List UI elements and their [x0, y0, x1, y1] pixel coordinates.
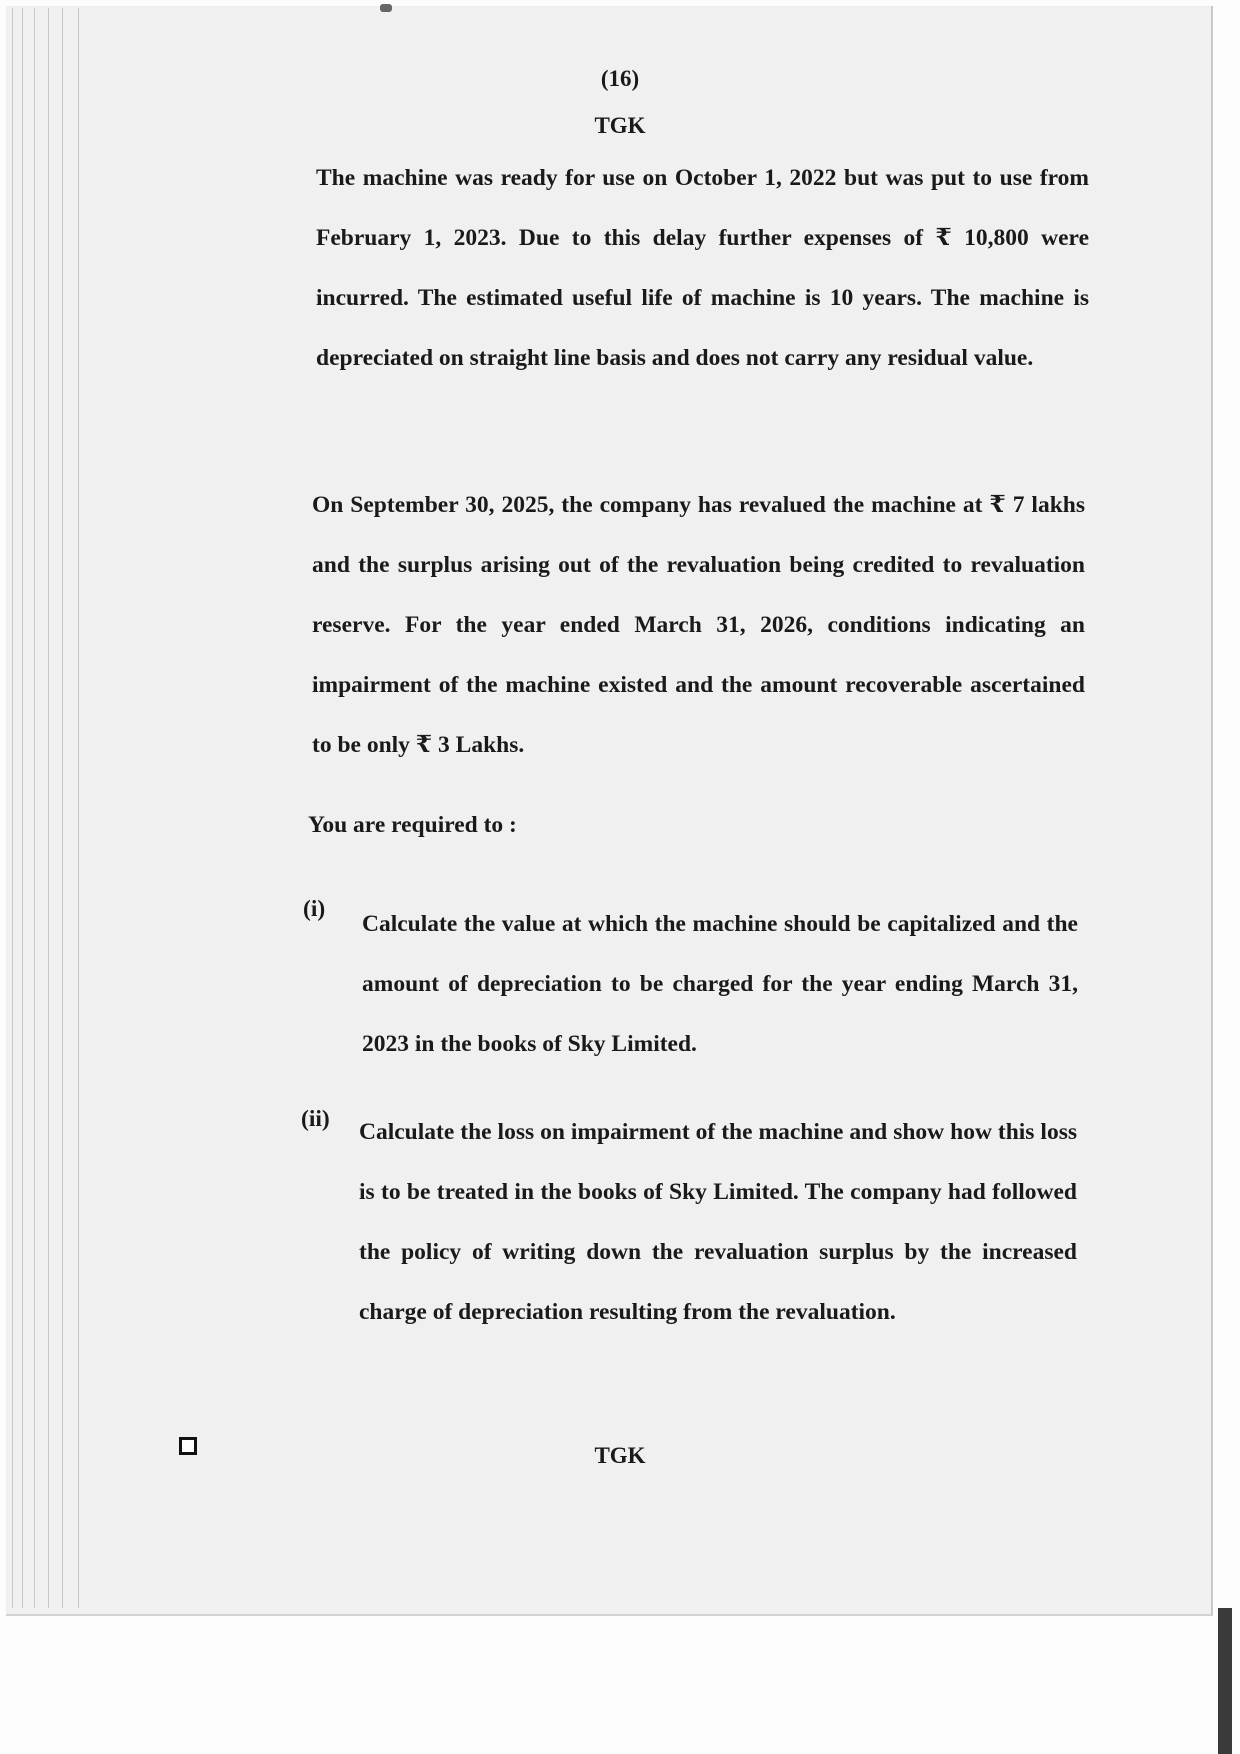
item-number: (ii) — [301, 1106, 330, 1132]
item-text: Calculate the value at which the machine should be capitalized and the amount of depreciation to be charged for the year ending March 31, 2023 in the books of Sky Limited. — [362, 911, 1078, 1057]
paper-edge — [48, 8, 49, 1608]
header-code: TGK — [594, 113, 646, 138]
requirement-prompt: You are required to : — [308, 812, 517, 838]
scan-smudge — [380, 4, 392, 12]
paper-edge — [34, 8, 35, 1608]
paper-edge — [62, 8, 63, 1608]
item-number: (i) — [303, 896, 326, 922]
footer-code: TGK — [594, 1443, 646, 1468]
scan-shadow — [1218, 1608, 1232, 1754]
paper-edge — [78, 8, 79, 1608]
paper-edge — [22, 8, 23, 1608]
paper-edge — [12, 8, 13, 1608]
item-text: Calculate the loss on impairment of the machine and show how this loss is to be treated in the books of Sky Limited. The company had followed the policy of writing down the revaluation surplus by the increased charge of depreciation resulting from the revaluation. — [359, 1119, 1077, 1325]
paragraph-revaluation: On September 30, 2025, the company has revalued the machine at ₹ 7 lakhs and the surplus arising out of the revaluation being credited to revaluation reserve. For the year ended March 31, 2026, conditions indicating an impairment of the machine existed and the amount recoverable ascertained to be only ₹ 3 Lakhs. — [312, 492, 1085, 758]
page-number: (16) — [600, 66, 640, 91]
paragraph-machine-details: The machine was ready for use on October 1, 2022 but was put to use from February 1, 2023. Due to this delay further expenses of ₹ 10,800 were incurred. The estimated useful life of machine is 10 years. The machine is depreciated on straight line basis and does not carry any residual value. — [316, 165, 1089, 371]
